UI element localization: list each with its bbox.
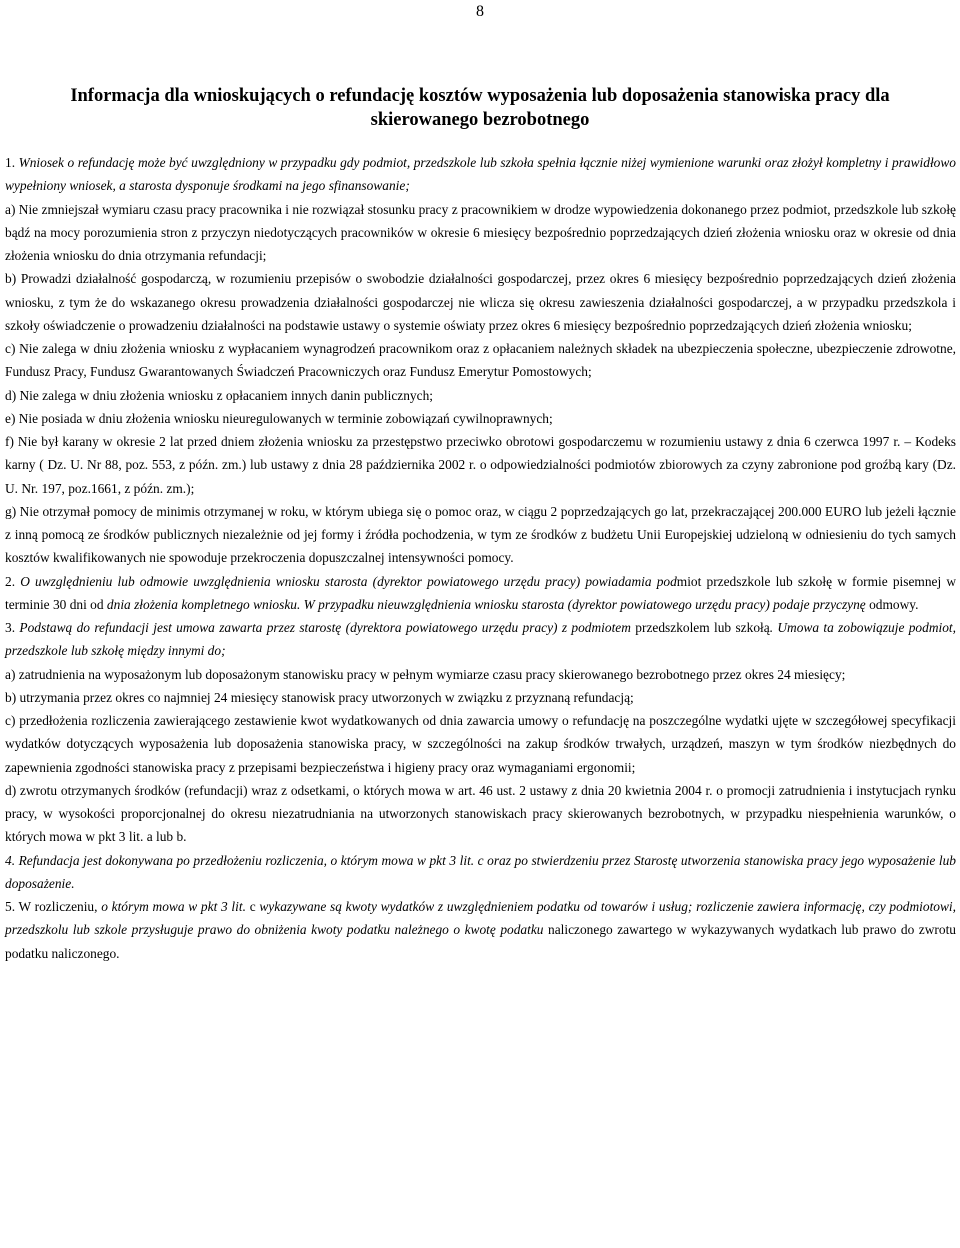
section-1-number: 1. xyxy=(5,155,16,170)
section-5-plain-b: c xyxy=(249,899,256,914)
section-1-item-g: g) Nie otrzymał pomocy de minimis otrzymanej w roku, w którym ubiega się o pomoc oraz, w ciągu 2 poprzedzających go lat, przekraczającej 200.000 EURO lub jeżeli łącznie z inną pomocą ze środków publicznych niezależnie od jej formy i źródła pochodzenia, w tym ze środków z budżetu Unii Europejskiej udzieloną w odniesieniu do tych samych kosztów kwalifikowanych nie spowoduje przekroczenia dopuszczalnej intensywności pomocy. xyxy=(5,503,956,566)
section-5-italic-a: o którym mowa w pkt 3 lit. xyxy=(101,899,246,914)
section-3-item-b: b) utrzymania przez okres co najmniej 24 miesięcy stanowisk pracy utworzonych w związku z przyznaną refundacją; xyxy=(5,689,634,705)
section-3-number: 3. xyxy=(5,620,16,635)
section-2-plain-b: odmowy. xyxy=(869,596,919,612)
section-3-italic-b: . Umowa ta zobowiązuje podmiot, przedszkole lub szkołę między innymi do; xyxy=(5,620,956,659)
section-1-intro xyxy=(5,151,956,198)
section-2-italic-a: O uwzględnieniu lub odmowie uwzględnienia wniosku starosta (dyrektor powiatowego urzędu pracy) powiadamia pod xyxy=(20,573,677,589)
document-title: Informacja dla wnioskujących o refundację kosztów wyposażenia lub doposażenia stanowiska pracy dla skierowanego bezrobotnego xyxy=(70,86,890,130)
section-3-intro xyxy=(5,616,956,663)
section-4: 4. Refundacja jest dokonywana po przedłożeniu rozliczenia, o którym mowa w pkt 3 lit. c oraz po stwierdzeniu przez Starostę utworzenia stanowiska pracy jego wyposażenie lub doposażenie. xyxy=(5,852,956,891)
section-1-item-a: a) Nie zmniejszał wymiaru czasu pracy pracownika i nie rozwiązał stosunku pracy z pracownikiem w drodze wypowiedzenia dokonanego przez podmiot, przedszkole lub szkołę bądź na mocy porozumienia stron z przyczyn niedotyczących pracowników w okresie 6 miesięcy bezpośrednio poprzedzających dzień złożenia wniosku oraz w okresie od dnia złożenia wniosku do dnia otrzymania refundacji; xyxy=(5,201,956,263)
section-5-plain-c: naliczonego zawartego w wykazywanych wydatkach lub prawo do zwrotu podatku naliczonego. xyxy=(5,922,956,961)
section-1-item-c: c) Nie zalega w dniu złożenia wniosku z wypłacaniem wynagrodzeń pracownikom oraz z opłacaniem należnych składek na ubezpieczenia społeczne, ubezpieczenie zdrowotne, Fundusz Pracy, Fundusz Gwarantowanych Świadczeń Pracowniczych oraz Fundusz Emerytur Pomostowych; xyxy=(5,341,956,380)
section-1-item-d: d) Nie zalega w dniu złożenia wniosku z opłacaniem innych danin publicznych; xyxy=(5,387,433,403)
section-2-italic-b: dnia złożenia kompletnego wniosku. W przypadku nieuwzględnienia wniosku starosta (dyrektor powiatowego urzędu pracy) podaje przyczynę xyxy=(106,596,866,612)
page-number: 8 xyxy=(476,3,484,20)
section-5-plain-a: 5. W rozliczeniu, xyxy=(5,899,98,914)
section-1-item-e: e) Nie posiada w dniu złożenia wniosku nieuregulowanych w terminie zobowiązań cywilnoprawnych; xyxy=(5,410,553,426)
section-3-item-a: a) zatrudnienia na wyposażonym lub doposażonym stanowisku pracy w pełnym wymiarze czasu pracy skierowanego bezrobotnego przez okres 24 miesięcy; xyxy=(5,666,846,682)
document-body xyxy=(5,151,956,965)
section-5 xyxy=(5,895,956,965)
section-3-italic-a: Podstawą do refundacji jest umowa zawarta przez starostę (dyrektora powiatowego urzędu pracy) z podmiotem xyxy=(19,620,631,635)
section-1-item-b: b) Prowadzi działalność gospodarczą, w rozumieniu przepisów o swobodzie działalności gospodarczej, przez okres 6 miesięcy bezpośrednio poprzedzających dzień złożenia wniosku, z tym że do wskazanego okresu prowadzenia działalności gospodarczej nie wlicza się okresu zawieszenia działalności gospodarczej, a w przypadku przedszkola i szkoły oświadczenie o prowadzeniu działalności na podstawie ustawy o systemie oświaty przez okres 6 miesięcy bezpośrednio poprzedzających dzień złożenia wniosku; xyxy=(5,271,956,333)
section-2-plain-a: miot przedszkole lub szkołę w formie pisemnej w terminie 30 dni od xyxy=(5,573,956,612)
section-5-italic-b: wykazywane są kwoty wydatków z uwzględnieniem podatku od towarów i usług; rozliczenie zawiera informację, czy podmiotowi, przedszkolu lub szkole przysługuje prawo do obniżenia kwoty podatku należnego o kwotę podatku xyxy=(5,899,956,938)
section-3-item-d: d) zwrotu otrzymanych środków (refundacji) wraz z odsetkami, o których mowa w art. 46 ust. 2 ustawy z dnia 20 kwietnia 2004 r. o promocji zatrudnienia i instytucjach rynku pracy, w wysokości proporcjonalnej do okresu niezatrudniania na utworzonych stanowiskach pracy skierowanych bezrobotnych, w przypadku niespełnienia warunków, o których mowa w pkt 3 lit. a lub b. xyxy=(5,782,956,845)
section-1-intro-text: Wniosek o refundację może być uwzględniony w przypadku gdy podmiot, przedszkole lub szkoła spełnia łącznie niżej wymienione warunki oraz złożył kompletny i prawidłowo wypełniony wniosek, a starosta dysponuje środkami na jego sfinansowanie; xyxy=(5,155,956,194)
section-1-item-f: f) Nie był karany w okresie 2 lat przed dniem złożenia wniosku za przestępstwo przeciwko obrotowi gospodarczemu w rozumieniu ustawy z dnia 6 czerwca 1997 r. – Kodeks karny ( Dz. U. Nr 88, poz. 553, z późn. zm.) lub ustawy z dnia 28 października 2002 r. o odpowiedzialności podmiotów zbiorowych za czyny zabronione pod groźbą kary (Dz. U. Nr. 197, poz.1661, z późn. zm.); xyxy=(5,434,956,496)
section-3-item-c: c) przedłożenia rozliczenia zawierającego zestawienie kwot wydatkowanych od dnia zawarcia umowy o refundację na poszczególne wydatki ujęte w szczegółowej specyfikacji wydatków dotyczących wyposażenia lub doposażenia stanowiska pracy, w szczególności na zakup środków trwałych, urządzeń, maszyn w tym środków niezbędnych do zapewnienia zgodności stanowiska pracy z przepisami bezpieczeństwa i higieny pracy oraz wymaganiami ergonomii; xyxy=(5,713,956,775)
section-3-plain-a: przedszkolem lub szkołą xyxy=(635,620,770,635)
section-2-number: 2. xyxy=(5,573,16,589)
section-2 xyxy=(5,570,956,617)
